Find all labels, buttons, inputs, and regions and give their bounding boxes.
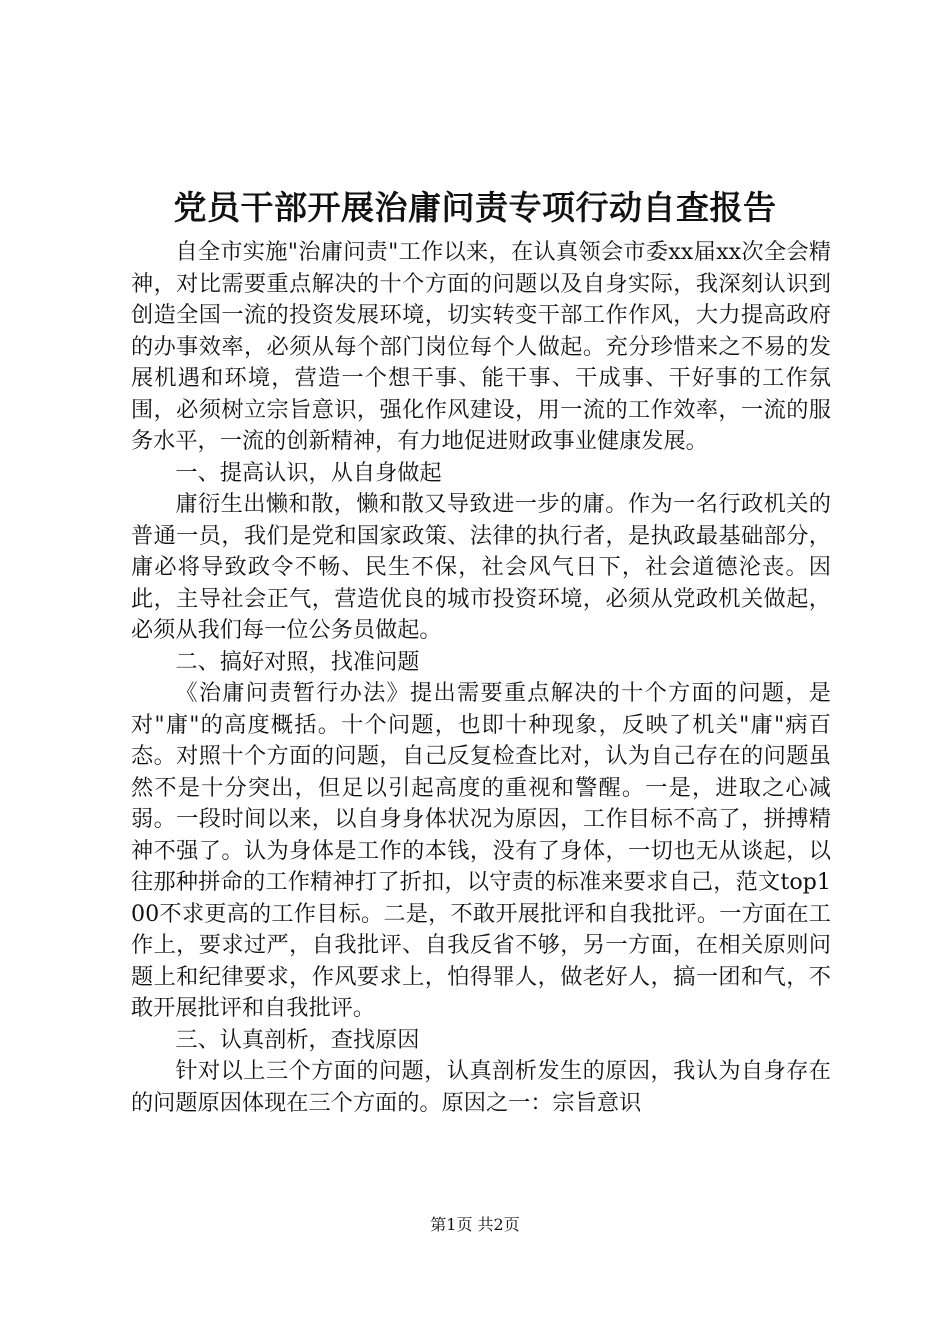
paragraph-section-1: 庸衍生出懒和散，懒和散又导致进一步的庸。作为一名行政机关的普通一员，我们是党和国家政策、法律的执行者，是执政最基础部分，庸必将导致政令不畅、民生不保，社会风气日下，社会道德沦丧。因此，主导社会正气，营造优良的城市投资环境，必须从党政机关做起，必须从我们每一位公务员做起。	[131, 491, 831, 643]
document-title: 党员干部开展治庸问责专项行动自查报告	[173, 188, 777, 227]
page-number-footer: 第1页 共2页	[430, 1215, 520, 1234]
section-heading-3: 三、认真剖析，查找原因	[175, 1026, 420, 1053]
paragraph-section-2: 《治庸问责暂行办法》提出需要重点解决的十个方面的问题，是对"庸"的高度概括。十个问题，也即十种现象，反映了机关"庸"病百态。对照十个方面的问题，自己反复检查比对，认为自己存在的问题虽然不是十分突出，但足以引起高度的重视和警醒。一是，进取之心减弱。一段时间以来，以自身身体状况为原因，工作目标不高了，拼搏精神不强了。认为身体是工作的本钱，没有了身体，一切也无从谈起，以往那种拼命的工作精神打了折扣，以守责的标准来要求自己，范文top100不求更高的工作目标。二是，不敢开展批评和自我批评。一方面在工作上，要求过严，自我批评、自我反省不够，另一方面，在相关原则问题上和纪律要求，作风要求上，怕得罪人，做老好人，搞一团和气，不敢开展批评和自我批评。	[131, 680, 831, 1021]
paragraph-section-3: 针对以上三个方面的问题，认真剖析发生的原因，我认为自身存在的问题原因体现在三个方面的。原因之一：宗旨意识	[131, 1058, 831, 1116]
document-body	[131, 237, 831, 1119]
section-heading-2: 二、搞好对照，找准问题	[175, 648, 420, 675]
paragraph-intro: 自全市实施"治庸问责"工作以来，在认真领会市委xx届xx次全会精神，对比需要重点解决的十个方面的问题以及自身实际，我深刻认识到创造全国一流的投资发展环境，切实转变干部工作作风，大力提高政府的办事效率，必须从每个部门岗位每个人做起。充分珍惜来之不易的发展机遇和环境，营造一个想干事、能干事、干成事、干好事的工作氛围，必须树立宗旨意识，强化作风建设，用一流的工作效率，一流的服务水平，一流的创新精神，有力地促进财政事业健康发展。	[131, 239, 831, 454]
section-heading-1: 一、提高认识，从自身做起	[175, 459, 442, 486]
